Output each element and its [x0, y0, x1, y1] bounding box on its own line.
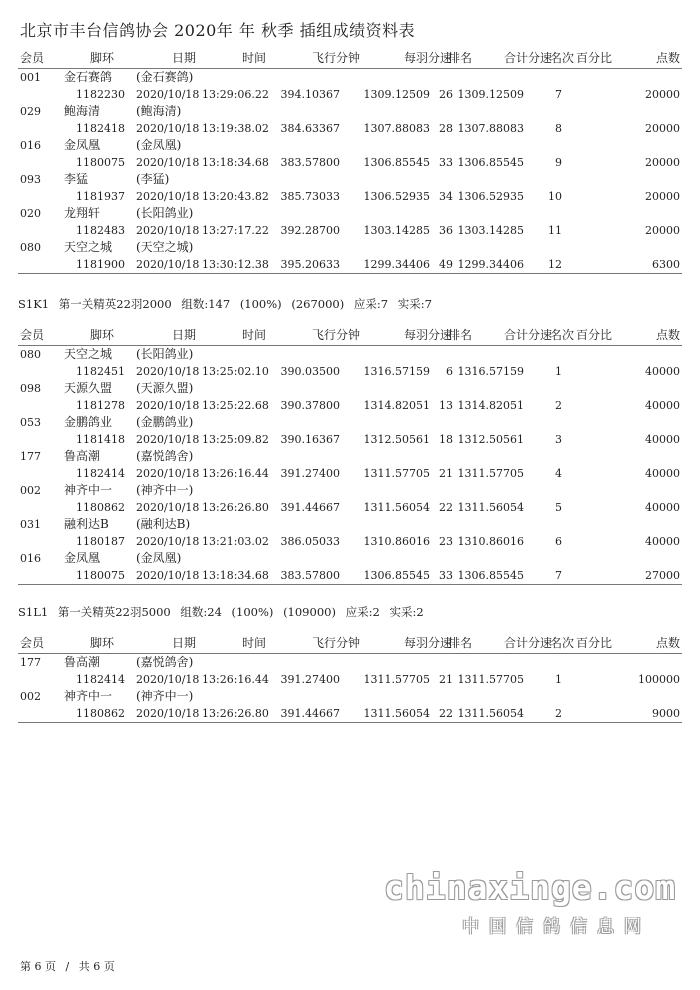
table-row: [18, 380, 682, 397]
pigeon-owner-name: 龙翔轩: [64, 206, 101, 220]
table-row: [18, 414, 682, 431]
column-header: 名次: [549, 636, 574, 650]
date-cell: 2020/10/18: [136, 122, 200, 135]
place-cell: 7: [555, 569, 562, 582]
owner-alias: (金凤凰): [136, 551, 182, 565]
flight-minutes: 386.05033: [280, 535, 340, 548]
column-header: 排名: [447, 636, 472, 650]
pigeon-owner-name: 金凤凰: [64, 551, 101, 565]
time-cell: 13:18:34.68: [202, 569, 269, 582]
table-row: [18, 550, 682, 567]
column-header: 脚环: [90, 636, 115, 650]
column-header: 飞行分钟: [311, 328, 360, 342]
member-id: 002: [20, 484, 41, 497]
rank-cell: 33: [439, 569, 453, 582]
owner-alias: (鲍海清): [136, 104, 182, 118]
page-title: 北京市丰台信鸽协会 2020年 年 秋季 插组成绩资料表: [20, 21, 416, 40]
speed-cell: 1303.14285: [363, 224, 430, 237]
table-row: [18, 205, 682, 222]
ring-number: 1180075: [76, 156, 125, 169]
total-speed: 1306.85545: [457, 569, 524, 582]
flight-minutes: 391.44667: [280, 707, 340, 720]
place-cell: 2: [555, 399, 562, 412]
speed-cell: 1311.57705: [363, 673, 430, 686]
pigeon-owner-name: 鲍海清: [64, 104, 101, 118]
member-id: 053: [20, 416, 41, 429]
flight-minutes: 392.28700: [280, 224, 340, 237]
ring-number: 1180862: [76, 707, 125, 720]
rank-cell: 49: [439, 258, 453, 271]
flight-minutes: 383.57800: [280, 156, 340, 169]
points-cell: 20000: [645, 122, 680, 135]
table-row: [18, 346, 682, 363]
table-row: [18, 448, 682, 465]
speed-cell: 1312.50561: [363, 433, 430, 446]
column-header: 会员: [20, 51, 45, 65]
speed-cell: 1307.88083: [363, 122, 430, 135]
table-row: [18, 69, 682, 86]
total-speed: 1311.56054: [457, 501, 524, 514]
section-amount: (267000): [291, 297, 345, 311]
ring-number: 1181278: [76, 399, 125, 412]
speed-cell: 1299.34406: [363, 258, 430, 271]
place-cell: 7: [555, 88, 562, 101]
member-id: 029: [20, 105, 41, 118]
ring-number: 1180862: [76, 501, 125, 514]
table-row: [18, 239, 682, 256]
total-speed: 1306.52935: [457, 190, 524, 203]
section-actual: 实采:7: [397, 297, 432, 311]
rank-cell: 22: [439, 707, 453, 720]
flight-minutes: 383.57800: [280, 569, 340, 582]
watermark-domain: chinaxinge.com: [384, 868, 677, 907]
column-header: 脚环: [90, 51, 115, 65]
points-cell: 20000: [645, 88, 680, 101]
date-cell: 2020/10/18: [136, 707, 200, 720]
table-row-detail: [18, 533, 682, 550]
table-row-detail: [18, 188, 682, 205]
owner-alias: (金石赛鸽): [136, 70, 194, 84]
table-row-detail: [18, 465, 682, 482]
table-row: [18, 103, 682, 120]
flight-minutes: 395.20633: [280, 258, 340, 271]
speed-cell: 1314.82051: [363, 399, 430, 412]
table-row-detail: [18, 499, 682, 516]
speed-cell: 1311.56054: [363, 501, 430, 514]
table-row: [18, 171, 682, 188]
owner-alias: (融利达B): [136, 517, 191, 531]
column-header: 百分比: [576, 636, 613, 650]
points-cell: 40000: [645, 433, 680, 446]
time-cell: 13:26:16.44: [202, 673, 269, 686]
flight-minutes: 391.44667: [280, 501, 340, 514]
ring-number: 1182414: [76, 467, 125, 480]
date-cell: 2020/10/18: [136, 569, 200, 582]
member-id: 080: [20, 241, 41, 254]
column-header: 飞行分钟: [311, 636, 360, 650]
place-cell: 12: [548, 258, 562, 271]
section-actual: 实采:2: [389, 605, 424, 619]
table-row-detail: [18, 671, 682, 688]
section-pct: (100%): [239, 297, 282, 311]
flight-minutes: 391.27400: [280, 467, 340, 480]
table-row-detail: [18, 397, 682, 414]
pigeon-owner-name: 神齐中一: [64, 483, 113, 497]
time-cell: 13:25:02.10: [202, 365, 269, 378]
time-cell: 13:20:43.82: [202, 190, 269, 203]
date-cell: 2020/10/18: [136, 501, 200, 514]
column-header: 合计分速: [503, 51, 552, 65]
results-table-3: [18, 635, 682, 723]
time-cell: 13:29:06.22: [202, 88, 269, 101]
column-header: 排名: [447, 51, 472, 65]
points-cell: 20000: [645, 224, 680, 237]
pigeon-owner-name: 天空之城: [64, 240, 113, 254]
place-cell: 8: [555, 122, 562, 135]
speed-cell: 1310.86016: [363, 535, 430, 548]
member-id: 001: [20, 71, 41, 84]
ring-number: 1181937: [76, 190, 125, 203]
time-cell: 13:30:12.38: [202, 258, 269, 271]
owner-alias: (嘉悦鸽舍): [136, 449, 194, 463]
section-code: S1L1: [18, 605, 49, 619]
flight-minutes: 390.03500: [280, 365, 340, 378]
results-table-2: [18, 327, 682, 585]
total-speed: 1311.57705: [457, 673, 524, 686]
ring-number: 1182418: [76, 122, 125, 135]
table-row-detail: [18, 431, 682, 448]
column-header: 脚环: [90, 328, 115, 342]
member-id: 177: [20, 450, 41, 463]
member-id: 098: [20, 382, 41, 395]
section-due: 应采:7: [353, 297, 389, 311]
table-row-detail: [18, 256, 682, 274]
total-speed: 1299.34406: [457, 258, 524, 271]
time-cell: 13:26:26.80: [202, 707, 269, 720]
total-speed: 1316.57159: [457, 365, 524, 378]
table-row-detail: [18, 120, 682, 137]
table-row-detail: [18, 363, 682, 380]
rank-cell: 21: [439, 673, 453, 686]
pigeon-owner-name: 金石赛鸽: [64, 70, 113, 84]
place-cell: 9: [555, 156, 562, 169]
points-cell: 20000: [645, 156, 680, 169]
points-cell: 9000: [652, 707, 680, 720]
rank-cell: 13: [439, 399, 453, 412]
column-header: 名次: [549, 328, 574, 342]
pigeon-owner-name: 金凤凰: [64, 138, 101, 152]
column-header: 日期: [172, 636, 197, 650]
footer-page: 第 6 页: [20, 960, 56, 973]
points-cell: 40000: [645, 467, 680, 480]
table-row: [18, 482, 682, 499]
member-id: 016: [20, 139, 41, 152]
time-cell: 13:21:03.02: [202, 535, 269, 548]
time-cell: 13:26:26.80: [202, 501, 269, 514]
time-cell: 13:26:16.44: [202, 467, 269, 480]
rank-cell: 6: [446, 365, 453, 378]
place-cell: 3: [555, 433, 562, 446]
member-id: 177: [20, 656, 41, 669]
date-cell: 2020/10/18: [136, 535, 200, 548]
date-cell: 2020/10/18: [136, 433, 200, 446]
column-header: 点数: [655, 636, 680, 650]
rank-cell: 23: [439, 535, 453, 548]
total-speed: 1310.86016: [457, 535, 524, 548]
place-cell: 1: [555, 673, 562, 686]
column-header: 飞行分钟: [311, 51, 360, 65]
speed-cell: 1309.12509: [363, 88, 430, 101]
points-cell: 20000: [645, 190, 680, 203]
speed-cell: 1311.57705: [363, 467, 430, 480]
rank-cell: 18: [439, 433, 453, 446]
member-id: 080: [20, 348, 41, 361]
points-cell: 40000: [645, 399, 680, 412]
points-cell: 40000: [645, 365, 680, 378]
pigeon-owner-name: 天源久盟: [64, 381, 113, 395]
owner-alias: (神齐中一): [136, 689, 194, 703]
ring-number: 1181900: [76, 258, 125, 271]
pigeon-owner-name: 神齐中一: [64, 689, 113, 703]
column-header: 会员: [20, 636, 45, 650]
section-pct: (100%): [231, 605, 274, 619]
section-code: S1K1: [18, 297, 50, 311]
rank-cell: 36: [439, 224, 453, 237]
pigeon-owner-name: 鲁高潮: [64, 449, 101, 463]
member-id: 020: [20, 207, 41, 220]
column-header: 点数: [655, 328, 680, 342]
flight-minutes: 384.63367: [280, 122, 340, 135]
ring-number: 1182451: [76, 365, 125, 378]
ring-number: 1181418: [76, 433, 125, 446]
speed-cell: 1316.57159: [363, 365, 430, 378]
section-header-s1k1: [18, 296, 438, 312]
column-header: 排名: [447, 328, 472, 342]
section-text: 第一关精英22羽2000: [58, 297, 172, 311]
section-groups: 组数:24: [180, 605, 222, 619]
total-speed: 1307.88083: [457, 122, 524, 135]
place-cell: 2: [555, 707, 562, 720]
time-cell: 13:27:17.22: [202, 224, 269, 237]
time-cell: 13:18:34.68: [202, 156, 269, 169]
results-table-1: [18, 50, 682, 274]
total-speed: 1306.85545: [457, 156, 524, 169]
section-groups: 组数:147: [181, 297, 231, 311]
column-header: 时间: [241, 328, 266, 342]
footer-sep: /: [65, 960, 70, 973]
rank-cell: 22: [439, 501, 453, 514]
speed-cell: 1306.52935: [363, 190, 430, 203]
table-row: [18, 516, 682, 533]
section-amount: (109000): [283, 605, 336, 619]
pigeon-owner-name: 融利达B: [64, 517, 109, 531]
flight-minutes: 385.73033: [280, 190, 340, 203]
table-row-detail: [18, 86, 682, 103]
column-header: 合计分速: [503, 636, 552, 650]
date-cell: 2020/10/18: [136, 673, 200, 686]
column-header: 时间: [241, 51, 266, 65]
rank-cell: 34: [439, 190, 453, 203]
date-cell: 2020/10/18: [136, 365, 200, 378]
rank-cell: 33: [439, 156, 453, 169]
speed-cell: 1306.85545: [363, 569, 430, 582]
column-header: 每羽分速: [403, 51, 452, 65]
date-cell: 2020/10/18: [136, 190, 200, 203]
pigeon-owner-name: 金鹏鸽业: [64, 415, 113, 429]
rank-cell: 21: [439, 467, 453, 480]
total-speed: 1303.14285: [457, 224, 524, 237]
column-header: 日期: [172, 51, 197, 65]
page-footer: [20, 958, 121, 974]
place-cell: 6: [555, 535, 562, 548]
total-speed: 1311.57705: [457, 467, 524, 480]
owner-alias: (金凤凰): [136, 138, 182, 152]
owner-alias: (天空之城): [136, 240, 194, 254]
section-due: 应采:2: [345, 605, 380, 619]
section-header-s1l1: [18, 604, 430, 620]
place-cell: 1: [555, 365, 562, 378]
place-cell: 4: [555, 467, 562, 480]
owner-alias: (长阳鸽业): [136, 347, 194, 361]
pigeon-owner-name: 李猛: [64, 172, 89, 186]
date-cell: 2020/10/18: [136, 88, 200, 101]
column-header: 会员: [20, 328, 45, 342]
column-header: 点数: [655, 51, 680, 65]
ring-number: 1182230: [76, 88, 125, 101]
speed-cell: 1306.85545: [363, 156, 430, 169]
date-cell: 2020/10/18: [136, 258, 200, 271]
points-cell: 27000: [645, 569, 680, 582]
column-header: 日期: [172, 328, 197, 342]
time-cell: 13:19:38.02: [202, 122, 269, 135]
column-header: 百分比: [576, 51, 613, 65]
table-header: [18, 50, 682, 69]
owner-alias: (嘉悦鸽舍): [136, 655, 194, 669]
points-cell: 100000: [638, 673, 680, 686]
member-id: 016: [20, 552, 41, 565]
ring-number: 1180075: [76, 569, 125, 582]
column-header: 合计分速: [503, 328, 552, 342]
flight-minutes: 390.16367: [280, 433, 340, 446]
total-speed: 1311.56054: [457, 707, 524, 720]
column-header: 百分比: [576, 328, 613, 342]
section-text: 第一关精英22羽5000: [57, 605, 171, 619]
time-cell: 13:25:22.68: [202, 399, 269, 412]
table-row-detail: [18, 567, 682, 585]
pigeon-owner-name: 天空之城: [64, 347, 113, 361]
rank-cell: 26: [439, 88, 453, 101]
column-header: 每羽分速: [403, 328, 452, 342]
footer-total: 共 6 页: [78, 960, 115, 973]
column-header: 每羽分速: [403, 636, 452, 650]
watermark-site: 中国信鸽信息网: [462, 917, 651, 937]
ring-number: 1180187: [76, 535, 125, 548]
member-id: 093: [20, 173, 41, 186]
date-cell: 2020/10/18: [136, 467, 200, 480]
owner-alias: (长阳鸽业): [136, 206, 194, 220]
column-header: 名次: [549, 51, 574, 65]
table-row-detail: [18, 705, 682, 723]
place-cell: 5: [555, 501, 562, 514]
table-row: [18, 137, 682, 154]
flight-minutes: 390.37800: [280, 399, 340, 412]
date-cell: 2020/10/18: [136, 224, 200, 237]
owner-alias: (李猛): [136, 172, 170, 186]
owner-alias: (天源久盟): [136, 381, 194, 395]
member-id: 002: [20, 690, 41, 703]
table-row-detail: [18, 154, 682, 171]
points-cell: 6300: [652, 258, 680, 271]
owner-alias: (金鹏鸽业): [136, 415, 194, 429]
pigeon-owner-name: 鲁高潮: [64, 655, 101, 669]
table-row-detail: [18, 222, 682, 239]
flight-minutes: 391.27400: [280, 673, 340, 686]
place-cell: 10: [548, 190, 562, 203]
table-header: [18, 635, 682, 654]
table-header: [18, 327, 682, 346]
total-speed: 1314.82051: [457, 399, 524, 412]
total-speed: 1312.50561: [457, 433, 524, 446]
date-cell: 2020/10/18: [136, 156, 200, 169]
total-speed: 1309.12509: [457, 88, 524, 101]
ring-number: 1182483: [76, 224, 125, 237]
rank-cell: 28: [439, 122, 453, 135]
flight-minutes: 394.10367: [280, 88, 340, 101]
time-cell: 13:25:09.82: [202, 433, 269, 446]
speed-cell: 1311.56054: [363, 707, 430, 720]
ring-number: 1182414: [76, 673, 125, 686]
owner-alias: (神齐中一): [136, 483, 194, 497]
member-id: 031: [20, 518, 41, 531]
place-cell: 11: [548, 224, 562, 237]
points-cell: 40000: [645, 501, 680, 514]
table-row: [18, 688, 682, 705]
points-cell: 40000: [645, 535, 680, 548]
column-header: 时间: [241, 636, 266, 650]
date-cell: 2020/10/18: [136, 399, 200, 412]
table-row: [18, 654, 682, 671]
